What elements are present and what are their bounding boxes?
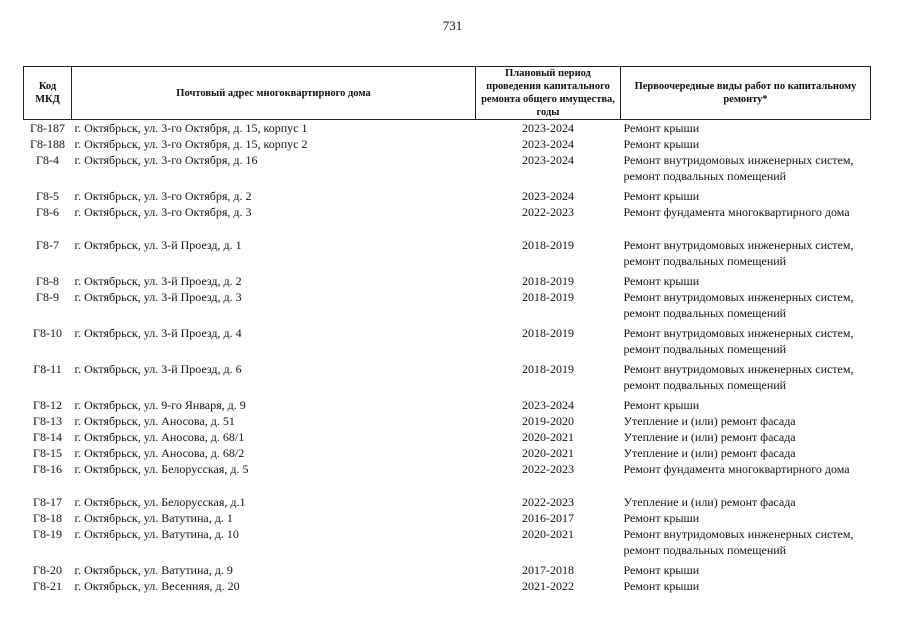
row-address: г. Октябрьск, ул. 3-й Проезд, д. 3 — [74, 290, 242, 304]
row-code: Г8-20 — [33, 563, 62, 577]
table-row — [24, 136, 871, 152]
row-address: г. Октябрьск, ул. Аносова, д. 51 — [74, 414, 235, 428]
row-works: Ремонт фундамента многоквартирного дома — [623, 462, 850, 476]
row-code: Г8-17 — [33, 495, 62, 509]
row-address: г. Октябрьск, ул. 3-й Проезд, д. 6 — [74, 362, 242, 376]
table-row — [24, 510, 871, 526]
page-number: 731 — [442, 18, 463, 33]
row-works: Ремонт внутридомовых инженерных систем, ремонт подвальных помещений — [623, 290, 854, 320]
table-row — [24, 413, 871, 429]
row-period: 2020-2021 — [522, 446, 574, 460]
row-code: Г8-14 — [33, 430, 62, 444]
table-row — [24, 204, 871, 237]
header-code: Код МКД — [24, 67, 72, 120]
row-code: Г8-187 — [30, 121, 65, 135]
row-period: 2021-2022 — [522, 579, 574, 593]
table-row — [24, 325, 871, 361]
table-row — [24, 526, 871, 562]
row-code: Г8-12 — [33, 398, 62, 412]
table-row — [24, 562, 871, 578]
header-period: Плановый период проведения капитального ремонта общего имущества, годы — [476, 67, 621, 120]
header-address: Почтовый адрес многоквартирного дома — [72, 67, 476, 120]
row-works: Ремонт крыши — [623, 274, 700, 288]
table-row — [24, 289, 871, 325]
table-row — [24, 445, 871, 461]
row-works: Ремонт крыши — [623, 563, 700, 577]
capital-repair-table — [23, 66, 871, 594]
table-row — [24, 578, 871, 594]
row-address: г. Октябрьск, ул. Аносова, д. 68/2 — [74, 446, 245, 460]
row-address: г. Октябрьск, ул. 3-го Октября, д. 16 — [74, 153, 258, 167]
table-body — [24, 120, 871, 595]
row-period: 2018-2019 — [522, 290, 574, 304]
row-works: Ремонт крыши — [623, 579, 700, 593]
row-code: Г8-8 — [36, 274, 59, 288]
row-address: г. Октябрьск, ул. Белорусская, д.1 — [74, 495, 246, 509]
row-works: Ремонт внутридомовых инженерных систем, ремонт подвальных помещений — [623, 362, 854, 392]
table-header — [24, 67, 871, 120]
row-address: г. Октябрьск, ул. 9-го Января, д. 9 — [74, 398, 246, 412]
row-period: 2020-2021 — [522, 527, 574, 541]
row-works: Утепление и (или) ремонт фасада — [623, 430, 796, 444]
table-row — [24, 361, 871, 397]
row-address: г. Октябрьск, ул. Ватутина, д. 10 — [74, 527, 239, 541]
row-period: 2018-2019 — [522, 326, 574, 340]
row-works: Ремонт внутридомовых инженерных систем, ремонт подвальных помещений — [623, 153, 854, 183]
row-works: Ремонт крыши — [623, 398, 700, 412]
row-period: 2019-2020 — [522, 414, 574, 428]
row-address: г. Октябрьск, ул. 3-го Октября, д. 2 — [74, 189, 252, 203]
row-address: г. Октябрьск, ул. Белорусская, д. 5 — [74, 462, 249, 476]
row-works: Ремонт внутридомовых инженерных систем, ремонт подвальных помещений — [623, 238, 854, 268]
row-period: 2022-2023 — [522, 462, 574, 476]
row-code: Г8-13 — [33, 414, 62, 428]
row-period: 2023-2024 — [522, 153, 574, 167]
row-works: Ремонт внутридомовых инженерных систем, ремонт подвальных помещений — [623, 326, 854, 356]
row-period: 2016-2017 — [522, 511, 574, 525]
row-period: 2018-2019 — [522, 238, 574, 252]
row-code: Г8-21 — [33, 579, 62, 593]
row-address: г. Октябрьск, ул. 3-го Октября, д. 15, корпус 1 — [74, 121, 308, 135]
table-row — [24, 120, 871, 137]
table-row — [24, 273, 871, 289]
row-code: Г8-9 — [36, 290, 59, 304]
table-row — [24, 429, 871, 445]
row-code: Г8-188 — [30, 137, 65, 151]
row-code: Г8-6 — [36, 205, 59, 219]
row-works: Утепление и (или) ремонт фасада — [623, 446, 796, 460]
row-code: Г8-10 — [33, 326, 62, 340]
row-address: г. Октябрьск, ул. 3-й Проезд, д. 1 — [74, 238, 242, 252]
row-period: 2018-2019 — [522, 362, 574, 376]
row-period: 2017-2018 — [522, 563, 574, 577]
row-address: г. Октябрьск, ул. Ватутина, д. 9 — [74, 563, 233, 577]
row-works: Ремонт крыши — [623, 137, 700, 151]
row-code: Г8-5 — [36, 189, 59, 203]
table-row — [24, 397, 871, 413]
row-code: Г8-16 — [33, 462, 62, 476]
row-period: 2023-2024 — [522, 398, 574, 412]
row-code: Г8-4 — [36, 153, 59, 167]
row-period: 2023-2024 — [522, 137, 574, 151]
row-address: г. Октябрьск, ул. Ватутина, д. 1 — [74, 511, 233, 525]
row-period: 2018-2019 — [522, 274, 574, 288]
row-address: г. Октябрьск, ул. 3-го Октября, д. 15, корпус 2 — [74, 137, 308, 151]
row-code: Г8-18 — [33, 511, 62, 525]
row-address: г. Октябрьск, ул. 3-й Проезд, д. 2 — [74, 274, 242, 288]
row-address: г. Октябрьск, ул. Аносова, д. 68/1 — [74, 430, 245, 444]
row-period: 2022-2023 — [522, 495, 574, 509]
row-works: Ремонт внутридомовых инженерных систем, ремонт подвальных помещений — [623, 527, 854, 557]
row-works: Утепление и (или) ремонт фасада — [623, 495, 796, 509]
row-code: Г8-19 — [33, 527, 62, 541]
row-address: г. Октябрьск, ул. 3-й Проезд, д. 4 — [74, 326, 242, 340]
row-code: Г8-11 — [33, 362, 62, 376]
table-row — [24, 494, 871, 510]
row-period: 2020-2021 — [522, 430, 574, 444]
row-period: 2022-2023 — [522, 205, 574, 219]
table-row — [24, 152, 871, 188]
row-works: Утепление и (или) ремонт фасада — [623, 414, 796, 428]
row-works: Ремонт крыши — [623, 121, 700, 135]
row-code: Г8-7 — [36, 238, 59, 252]
row-works: Ремонт крыши — [623, 189, 700, 203]
row-period: 2023-2024 — [522, 189, 574, 203]
row-address: г. Октябрьск, ул. Весенняя, д. 20 — [74, 579, 240, 593]
table-row — [24, 188, 871, 204]
row-period: 2023-2024 — [522, 121, 574, 135]
row-works: Ремонт фундамента многоквартирного дома — [623, 205, 850, 219]
row-code: Г8-15 — [33, 446, 62, 460]
table-row — [24, 237, 871, 273]
row-address: г. Октябрьск, ул. 3-го Октября, д. 3 — [74, 205, 252, 219]
row-works: Ремонт крыши — [623, 511, 700, 525]
header-works: Первоочередные виды работ по капитальному ремонту* — [621, 67, 871, 120]
table-row — [24, 461, 871, 494]
